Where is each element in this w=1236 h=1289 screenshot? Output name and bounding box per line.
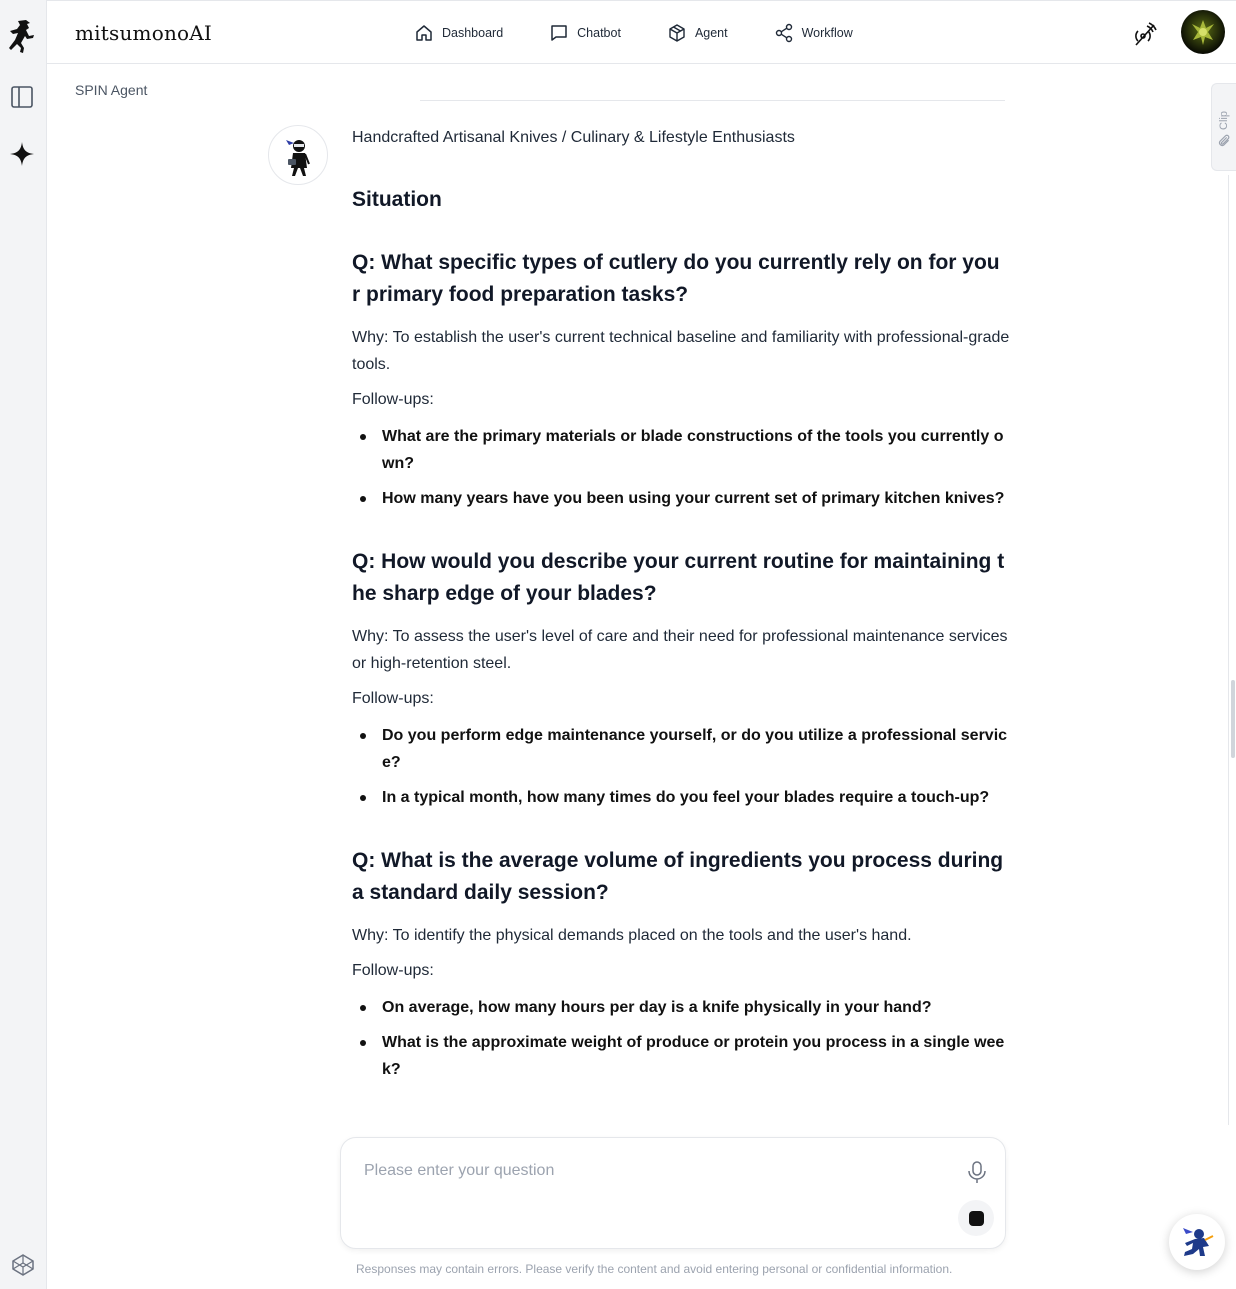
ninja-logo-icon[interactable] <box>8 18 38 56</box>
question-composer <box>340 1137 1006 1249</box>
nav-label: Agent <box>694 26 728 40</box>
nav-agent[interactable] <box>667 21 728 45</box>
user-avatar[interactable] <box>1181 10 1225 54</box>
share-nodes-icon <box>774 23 794 43</box>
question-block <box>352 845 1012 1083</box>
followups-list <box>352 994 1012 1083</box>
clip-tab[interactable] <box>1211 83 1236 171</box>
breadcrumb: SPIN Agent <box>75 82 148 98</box>
nav-label: Chatbot <box>577 26 621 40</box>
home-icon <box>414 23 434 43</box>
stop-button[interactable] <box>958 1200 994 1236</box>
question-title: Q: What specific types of cutlery do you currently rely on for your primary food preparation tasks? <box>352 251 1000 306</box>
question-title: Q: What is the average volume of ingredients you process during a standard daily session? <box>352 849 1004 904</box>
followups-label: Follow-ups: <box>352 962 434 979</box>
chat-bubble-icon <box>549 23 569 43</box>
section-heading: Situation <box>352 188 442 211</box>
main-nav <box>414 21 899 45</box>
scrollbar-track <box>1228 175 1229 1125</box>
ninja-mascot-icon <box>1169 1214 1225 1270</box>
followup-item: What are the primary materials or blade constructions of the tools you currently own? <box>352 423 1010 477</box>
followups-list <box>352 423 1012 512</box>
question-title: Q: How would you describe your current routine for maintaining the sharp edge of your blades? <box>352 550 1005 605</box>
question-why: Why: To assess the user's level of care and their need for professional maintenance services or high-retention steel. <box>352 628 1008 672</box>
clip-label: Clip <box>1218 111 1230 130</box>
broadcast-off-icon[interactable] <box>1132 21 1158 47</box>
followup-item: How many years have you been using your current set of primary kitchen knives? <box>352 485 1010 512</box>
question-input[interactable] <box>364 1158 924 1184</box>
left-rail <box>0 0 47 1289</box>
nav-label: Workflow <box>801 26 853 40</box>
followups-list <box>352 722 1012 811</box>
followups-label: Follow-ups: <box>352 391 434 408</box>
followup-item: Do you perform edge maintenance yourself, or do you utilize a professional service? <box>352 722 1010 776</box>
followup-item: On average, how many hours per day is a knife physically in your hand? <box>352 994 1010 1021</box>
sidebar-toggle-icon[interactable] <box>11 86 33 108</box>
followup-item: In a typical month, how many times do you feel your blades require a touch-up? <box>352 784 1010 811</box>
nav-chatbot[interactable] <box>549 21 621 45</box>
assistant-fab[interactable] <box>1169 1214 1225 1270</box>
agent-message <box>352 127 1012 1091</box>
scrollbar-thumb[interactable] <box>1231 680 1235 758</box>
avatar-image <box>1181 10 1225 54</box>
question-why: Why: To identify the physical demands placed on the tools and the user's hand. <box>352 927 912 944</box>
codepen-cube-icon[interactable] <box>11 1253 35 1277</box>
brand-name[interactable]: mitsumonoAI <box>75 21 213 45</box>
agent-avatar <box>268 125 328 185</box>
nav-workflow[interactable] <box>774 21 853 45</box>
ninja-agent-icon <box>269 126 328 185</box>
question-block <box>352 247 1012 512</box>
microphone-icon[interactable] <box>966 1160 988 1184</box>
top-bar <box>47 0 1236 64</box>
question-block <box>352 546 1012 811</box>
sparkle-icon[interactable] <box>9 141 35 167</box>
cube-icon <box>667 23 687 43</box>
disclaimer-text: Responses may contain errors. Please verify the content and avoid entering personal or confidential information. <box>356 1262 953 1276</box>
stop-icon <box>969 1211 984 1226</box>
followup-item: What is the approximate weight of produce or protein you process in a single week? <box>352 1029 1010 1083</box>
question-why: Why: To establish the user's current technical baseline and familiarity with professional-grade tools. <box>352 329 1010 373</box>
paperclip-icon <box>1217 134 1232 149</box>
nav-label: Dashboard <box>442 26 504 40</box>
message-subtitle: Handcrafted Artisanal Knives / Culinary & Lifestyle Enthusiasts <box>352 129 795 146</box>
followups-label: Follow-ups: <box>352 690 434 707</box>
nav-dashboard[interactable] <box>414 21 503 45</box>
message-divider <box>420 100 1005 101</box>
